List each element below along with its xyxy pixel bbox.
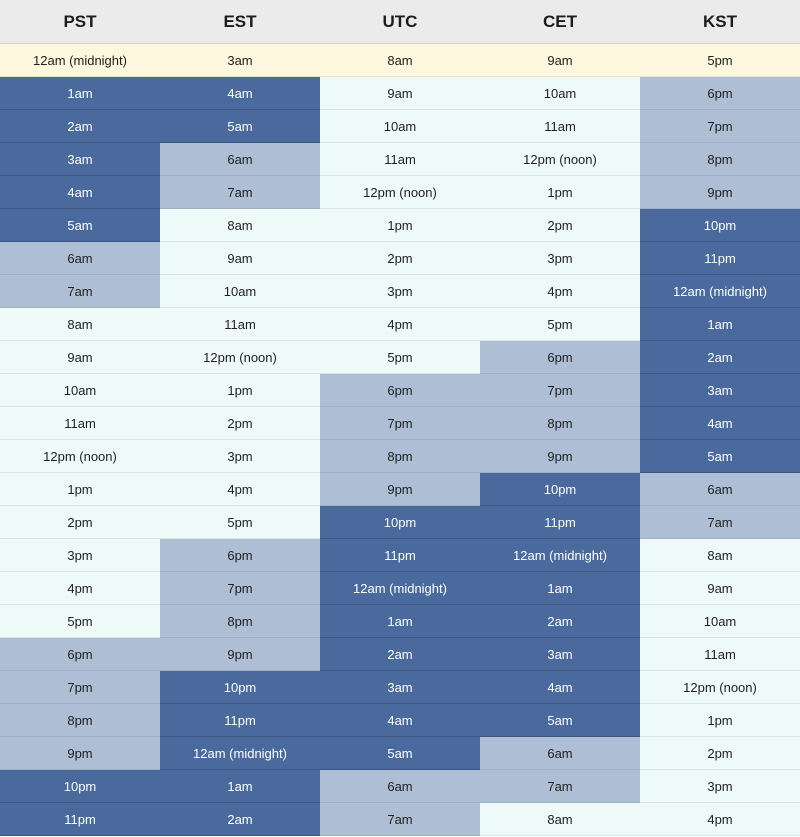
table-row — [0, 506, 800, 539]
table-row — [0, 110, 800, 143]
table-row — [0, 242, 800, 275]
time-cell-kst: 4pm — [640, 803, 800, 836]
header-utc: UTC — [382, 11, 418, 31]
time-cell-cet: 10am — [480, 77, 640, 110]
time-cell-kst: 3am — [640, 374, 800, 407]
time-cell-kst: 11am — [640, 638, 800, 671]
time-cell-utc: 1am — [320, 605, 480, 638]
time-cell-est: 3am — [160, 44, 320, 77]
table-body — [0, 44, 800, 836]
time-cell-kst: 10pm — [640, 209, 800, 242]
time-cell-cet: 6am — [480, 737, 640, 770]
table-row — [0, 704, 800, 737]
time-cell-kst: 5am — [640, 440, 800, 473]
time-cell-cet: 8am — [480, 803, 640, 836]
time-cell-utc: 10am — [320, 110, 480, 143]
table-row — [0, 473, 800, 506]
table-row — [0, 440, 800, 473]
time-cell-pst: 7am — [0, 275, 160, 308]
table-row — [0, 209, 800, 242]
time-cell-pst: 3am — [0, 143, 160, 176]
time-cell-utc: 5pm — [320, 341, 480, 374]
time-cell-pst: 6pm — [0, 638, 160, 671]
time-cell-pst: 8am — [0, 308, 160, 341]
time-cell-est: 6am — [160, 143, 320, 176]
time-cell-est: 8pm — [160, 605, 320, 638]
table-row — [0, 176, 800, 209]
time-cell-kst: 8am — [640, 539, 800, 572]
time-cell-est: 1pm — [160, 374, 320, 407]
time-cell-kst: 9am — [640, 572, 800, 605]
time-cell-utc: 8am — [320, 44, 480, 77]
time-cell-pst: 5am — [0, 209, 160, 242]
time-cell-cet: 2pm — [480, 209, 640, 242]
table-row — [0, 407, 800, 440]
time-cell-kst: 12pm (noon) — [640, 671, 800, 704]
time-cell-pst: 12am (midnight) — [0, 44, 160, 77]
time-cell-kst: 2pm — [640, 737, 800, 770]
time-cell-kst: 10am — [640, 605, 800, 638]
time-cell-pst: 6am — [0, 242, 160, 275]
time-cell-cet: 2am — [480, 605, 640, 638]
table-row — [0, 143, 800, 176]
time-cell-pst: 8pm — [0, 704, 160, 737]
time-cell-kst: 6am — [640, 473, 800, 506]
time-cell-est: 8am — [160, 209, 320, 242]
time-cell-est: 4am — [160, 77, 320, 110]
time-cell-cet: 4pm — [480, 275, 640, 308]
time-cell-pst: 4am — [0, 176, 160, 209]
time-cell-pst: 1am — [0, 77, 160, 110]
header-cet: CET — [543, 11, 577, 31]
time-cell-utc: 1pm — [320, 209, 480, 242]
time-cell-utc: 10pm — [320, 506, 480, 539]
time-cell-cet: 12am (midnight) — [480, 539, 640, 572]
table-row — [0, 308, 800, 341]
time-cell-utc: 12am (midnight) — [320, 572, 480, 605]
time-cell-utc: 3pm — [320, 275, 480, 308]
time-cell-kst: 2am — [640, 341, 800, 374]
time-cell-est: 11am — [160, 308, 320, 341]
table-row — [0, 671, 800, 704]
time-cell-utc: 2pm — [320, 242, 480, 275]
time-cell-est: 12pm (noon) — [160, 341, 320, 374]
time-cell-kst: 9pm — [640, 176, 800, 209]
time-cell-est: 9am — [160, 242, 320, 275]
time-cell-est: 3pm — [160, 440, 320, 473]
time-cell-est: 7am — [160, 176, 320, 209]
time-cell-cet: 7pm — [480, 374, 640, 407]
table-row — [0, 341, 800, 374]
time-cell-kst: 12am (midnight) — [640, 275, 800, 308]
time-cell-cet: 9pm — [480, 440, 640, 473]
time-cell-kst: 3pm — [640, 770, 800, 803]
time-cell-kst: 1am — [640, 308, 800, 341]
table-row — [0, 77, 800, 110]
time-cell-utc: 9am — [320, 77, 480, 110]
time-cell-cet: 11am — [480, 110, 640, 143]
time-cell-est: 12am (midnight) — [160, 737, 320, 770]
time-cell-pst: 10am — [0, 374, 160, 407]
time-cell-pst: 9pm — [0, 737, 160, 770]
time-cell-pst: 1pm — [0, 473, 160, 506]
time-cell-utc: 6pm — [320, 374, 480, 407]
time-cell-pst: 3pm — [0, 539, 160, 572]
time-cell-est: 7pm — [160, 572, 320, 605]
time-cell-cet: 8pm — [480, 407, 640, 440]
time-cell-utc: 12pm (noon) — [320, 176, 480, 209]
time-cell-utc: 3am — [320, 671, 480, 704]
time-cell-kst: 1pm — [640, 704, 800, 737]
time-cell-est: 4pm — [160, 473, 320, 506]
time-cell-utc: 6am — [320, 770, 480, 803]
time-cell-est: 5am — [160, 110, 320, 143]
time-cell-kst: 5pm — [640, 44, 800, 77]
table-row — [0, 638, 800, 671]
time-cell-kst: 4am — [640, 407, 800, 440]
time-cell-pst: 4pm — [0, 572, 160, 605]
time-cell-cet: 10pm — [480, 473, 640, 506]
table-row — [0, 803, 800, 836]
table-row — [0, 770, 800, 803]
header-row — [0, 0, 800, 44]
time-cell-cet: 1am — [480, 572, 640, 605]
header-kst: KST — [703, 11, 737, 31]
time-cell-cet: 1pm — [480, 176, 640, 209]
time-cell-utc: 8pm — [320, 440, 480, 473]
header-pst: PST — [63, 11, 97, 31]
time-cell-est: 2am — [160, 803, 320, 836]
time-cell-pst: 9am — [0, 341, 160, 374]
time-cell-kst: 8pm — [640, 143, 800, 176]
time-cell-est: 1am — [160, 770, 320, 803]
time-cell-est: 6pm — [160, 539, 320, 572]
table-row — [0, 572, 800, 605]
time-cell-cet: 9am — [480, 44, 640, 77]
time-cell-cet: 4am — [480, 671, 640, 704]
time-cell-cet: 5pm — [480, 308, 640, 341]
time-cell-kst: 11pm — [640, 242, 800, 275]
table-row — [0, 605, 800, 638]
time-cell-est: 9pm — [160, 638, 320, 671]
time-cell-est: 2pm — [160, 407, 320, 440]
time-cell-utc: 11am — [320, 143, 480, 176]
time-cell-utc: 11pm — [320, 539, 480, 572]
time-cell-kst: 6pm — [640, 77, 800, 110]
table-row — [0, 374, 800, 407]
table-row — [0, 44, 800, 77]
time-cell-est: 10am — [160, 275, 320, 308]
time-cell-utc: 4pm — [320, 308, 480, 341]
time-cell-pst: 5pm — [0, 605, 160, 638]
time-cell-kst: 7am — [640, 506, 800, 539]
time-cell-utc: 7pm — [320, 407, 480, 440]
time-cell-pst: 11pm — [0, 803, 160, 836]
time-cell-pst: 11am — [0, 407, 160, 440]
time-cell-utc: 7am — [320, 803, 480, 836]
time-cell-pst: 2am — [0, 110, 160, 143]
time-cell-utc: 5am — [320, 737, 480, 770]
table-row — [0, 539, 800, 572]
time-cell-pst: 10pm — [0, 770, 160, 803]
table-row — [0, 737, 800, 770]
time-cell-pst: 7pm — [0, 671, 160, 704]
time-cell-est: 5pm — [160, 506, 320, 539]
time-cell-est: 11pm — [160, 704, 320, 737]
time-cell-cet: 3pm — [480, 242, 640, 275]
time-cell-cet: 12pm (noon) — [480, 143, 640, 176]
time-cell-cet: 3am — [480, 638, 640, 671]
time-cell-utc: 4am — [320, 704, 480, 737]
time-cell-cet: 6pm — [480, 341, 640, 374]
time-cell-pst: 12pm (noon) — [0, 440, 160, 473]
time-cell-est: 10pm — [160, 671, 320, 704]
time-cell-cet: 7am — [480, 770, 640, 803]
time-cell-pst: 2pm — [0, 506, 160, 539]
table-row — [0, 275, 800, 308]
time-cell-cet: 11pm — [480, 506, 640, 539]
time-cell-cet: 5am — [480, 704, 640, 737]
time-cell-kst: 7pm — [640, 110, 800, 143]
header-est: EST — [223, 11, 257, 31]
time-cell-utc: 9pm — [320, 473, 480, 506]
time-cell-utc: 2am — [320, 638, 480, 671]
